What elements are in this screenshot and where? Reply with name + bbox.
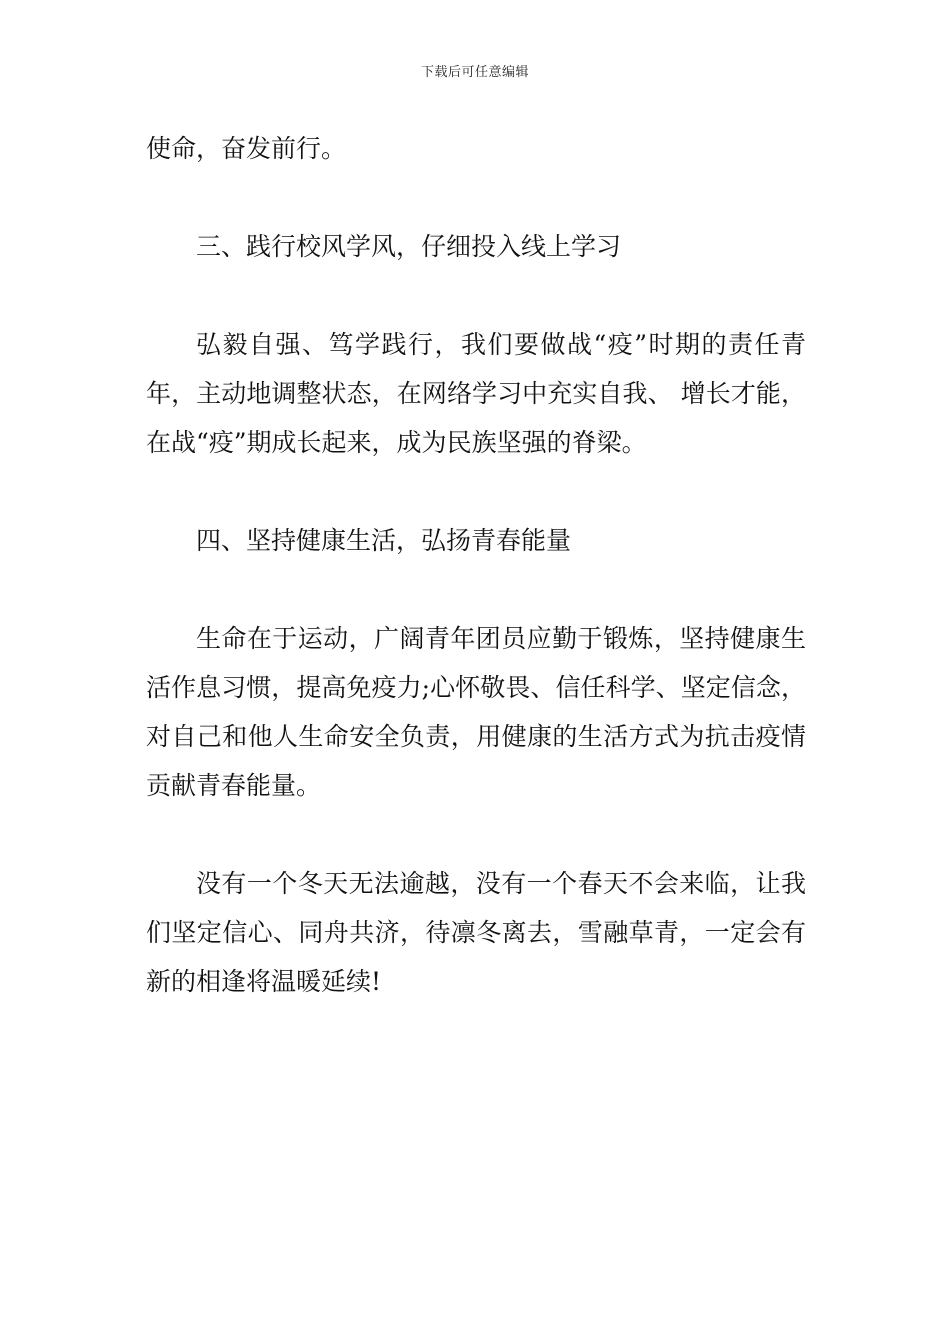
section-heading-3: 三、践行校风学风，仔细投入线上学习 (196, 232, 622, 261)
paragraph-closing: 没有一个冬天无法逾越，没有一个春天不会来临，让我们坚定信心、同舟共济，待凛冬离去，雪融草青，一定会有新的相逢将温暖延续! (146, 869, 806, 996)
section-heading-4: 四、坚持健康生活，弘扬青春能量 (196, 526, 572, 555)
header-note: 下载后可任意编辑 (420, 65, 529, 80)
paragraph-health: 生命在于运动，广阔青年团员应勤于锻炼，坚持健康生活作息习惯，提高免疫力;心怀敬畏、信任科学、坚定信念，对自己和他人生命安全负责，用健康的生活方式为抗击疫情贡献青春能量。 (146, 624, 806, 800)
document-body (146, 124, 806, 1006)
paragraph-study: 弘毅自强、笃学践行，我们要做战“疫”时期的责任青年，主动地调整状态，在网络学习中充实自我、 增长才能，在战“疫”期成长起来，成为民族坚强的脊梁。 (146, 330, 806, 457)
paragraph-continuation: 使命，奋发前行。 (146, 134, 347, 163)
